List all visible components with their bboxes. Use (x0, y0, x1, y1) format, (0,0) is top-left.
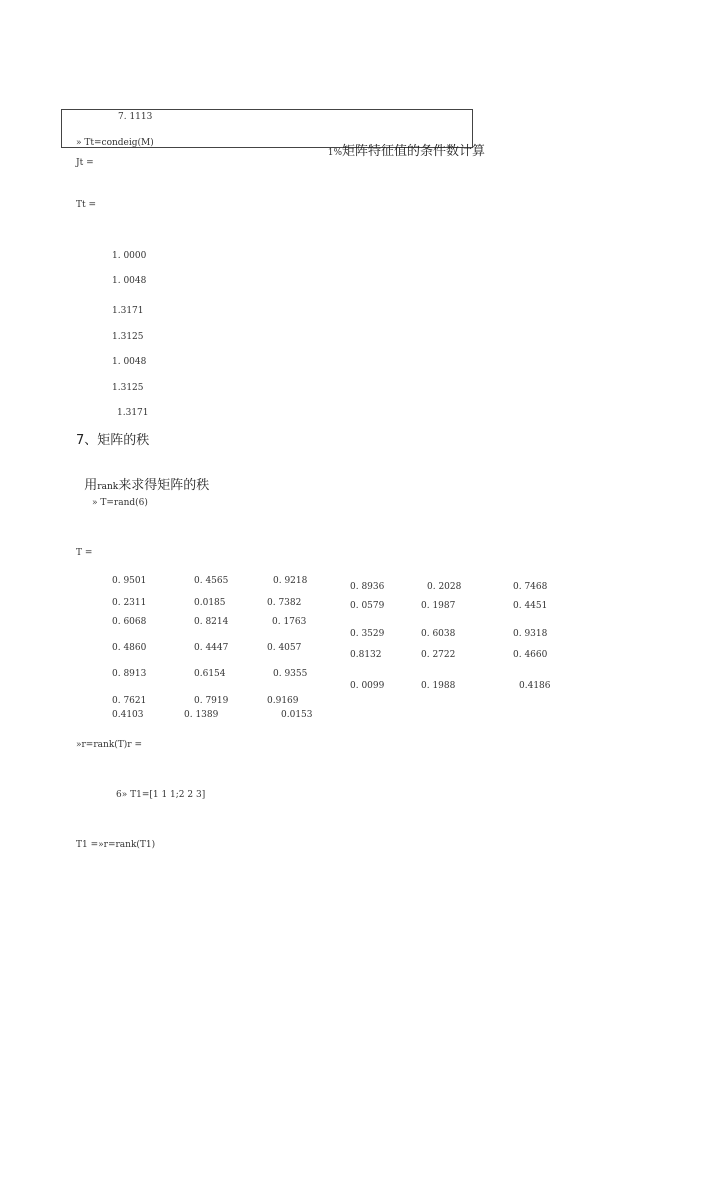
matrix-cell: 0.0185 (194, 598, 226, 608)
matrix-cell: 0.6154 (194, 669, 226, 679)
matrix-cell: 0. 0579 (350, 601, 385, 611)
intro-prefix: 用 (84, 478, 98, 493)
matrix-cell: 0. 6068 (112, 617, 147, 627)
matrix-cell: 0.4186 (519, 681, 551, 691)
matrix-cell: 0. 2722 (421, 650, 456, 660)
t-label: T = (76, 548, 93, 558)
t1-command: 6» T1=[1 1 1;2 2 3] (116, 790, 206, 800)
matrix-cell: 0. 4447 (194, 643, 229, 653)
prev-value: 7. 1113 (118, 112, 153, 122)
matrix-cell: 0. 7919 (194, 696, 229, 706)
matrix-cell: 0. 7621 (112, 696, 147, 706)
matrix-cell: 0. 7468 (513, 582, 548, 592)
matrix-cell: 0.8132 (350, 650, 382, 660)
tt-value: 1. 0048 (112, 276, 147, 286)
matrix-cell: 0. 2028 (427, 582, 462, 592)
condeig-command: » Tt=condeig(M) (76, 138, 154, 148)
section-intro (76, 462, 209, 495)
matrix-cell: 0. 1763 (272, 617, 307, 627)
rand-command: » T=rand(6) (92, 498, 148, 508)
matrix-cell: 0.9169 (267, 696, 299, 706)
matrix-cell: 0. 9355 (273, 669, 308, 679)
matrix-cell: 0. 8936 (350, 582, 385, 592)
matrix-cell: 0. 4057 (267, 643, 302, 653)
tt-value: 1.3171 (112, 306, 144, 316)
tt-value: 1. 0048 (112, 357, 147, 367)
rank-command: »r=rank(T)r = (76, 740, 142, 750)
matrix-cell: 0. 2311 (112, 598, 147, 608)
tt-label: Tt = (76, 200, 97, 210)
comment-prefix: 1% (327, 148, 343, 158)
matrix-cell: 0. 9501 (112, 576, 147, 586)
matrix-cell: 0. 8913 (112, 669, 147, 679)
comment-text: 矩阵特征值的条件数计算 (342, 144, 486, 159)
matrix-cell: 0. 3529 (350, 629, 385, 639)
matrix-cell: 0. 4660 (513, 650, 548, 660)
matrix-cell: 0. 6038 (421, 629, 456, 639)
t1-rank-command: T1 =»r=rank(T1) (76, 840, 156, 850)
tt-value: 1.3171 (117, 408, 149, 418)
matrix-cell: 0. 9218 (273, 576, 308, 586)
matrix-cell: 0.4103 (112, 710, 144, 720)
intro-suffix: 来求得矩阵的秩 (118, 478, 210, 493)
matrix-cell: 0.0153 (281, 710, 313, 720)
intro-word: rank (97, 482, 119, 492)
matrix-cell: 0. 8214 (194, 617, 229, 627)
condeig-comment (322, 133, 485, 160)
matrix-cell: 0. 7382 (267, 598, 302, 608)
jt-label: Jt = (76, 158, 94, 168)
matrix-cell: 0. 0099 (350, 681, 385, 691)
section-heading: 7、矩阵的秩 (76, 433, 150, 448)
matrix-cell: 0. 4565 (194, 576, 229, 586)
matrix-cell: 0. 9318 (513, 629, 548, 639)
matrix-cell: 0. 4860 (112, 643, 147, 653)
tt-value: 1.3125 (112, 383, 144, 393)
tt-value: 1. 0000 (112, 251, 147, 261)
matrix-cell: 0. 1987 (421, 601, 456, 611)
matrix-cell: 0. 1389 (184, 710, 219, 720)
matrix-cell: 0. 1988 (421, 681, 456, 691)
matrix-cell: 0. 4451 (513, 601, 548, 611)
tt-value: 1.3125 (112, 332, 144, 342)
